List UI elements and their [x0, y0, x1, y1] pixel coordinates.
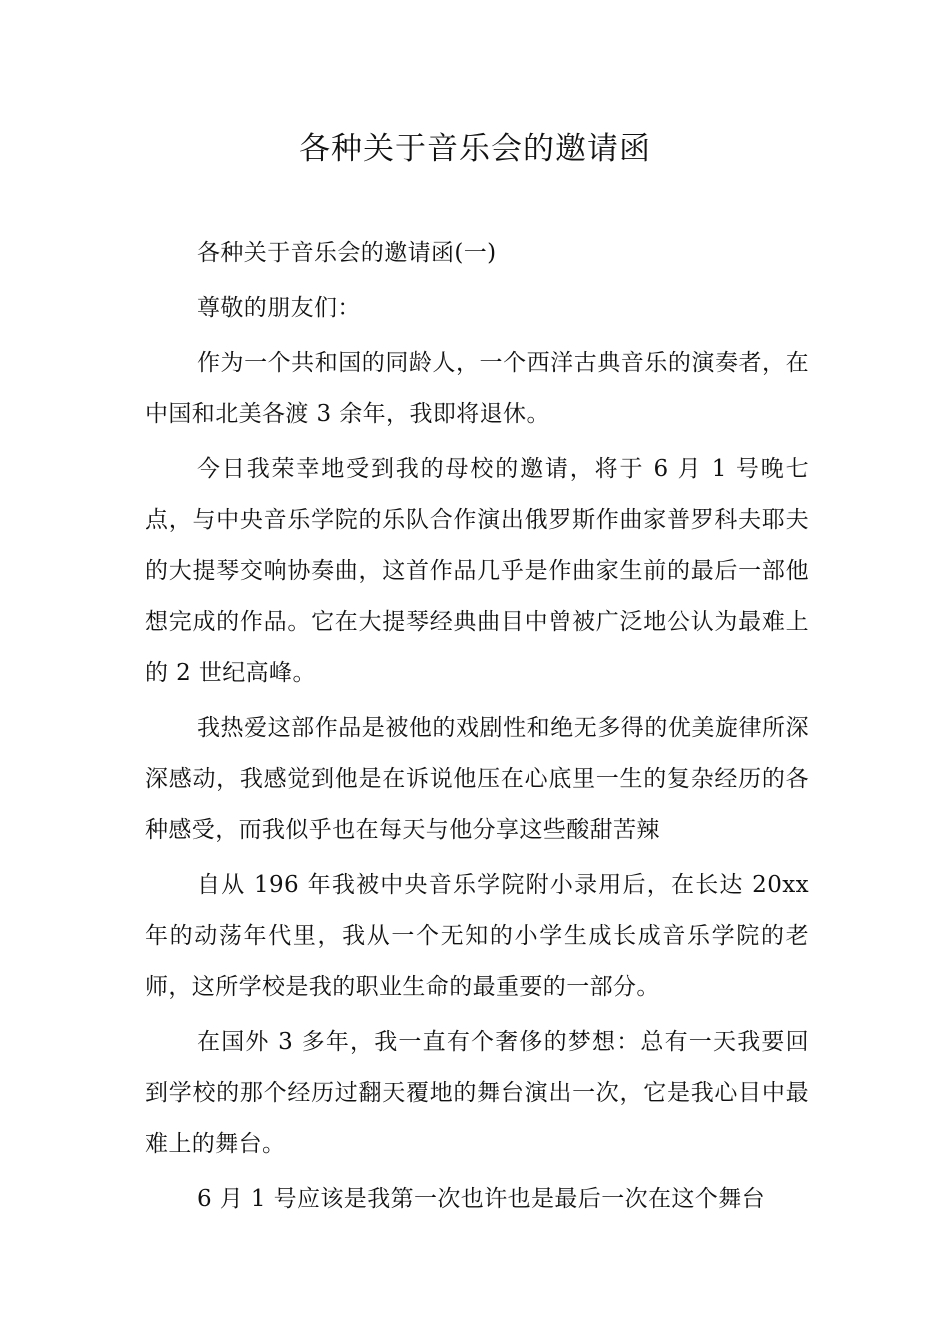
- paragraph-heading: 各种关于音乐会的邀请函(一): [197, 240, 497, 266]
- paragraph: 我热爱这部作品是被他的戏剧性和绝无多得的优美旋律所深深感动，我感觉到他是在诉说他压在心底里一生的复杂经历的各种感受，而我似乎也在每天与他分享这些酸甜苦辣: [145, 715, 809, 843]
- paragraph: 6 月 1 号应该是我第一次也许也是最后一次在这个舞台: [197, 1186, 765, 1212]
- document-title: 各种关于音乐会的邀请函: [299, 131, 651, 167]
- paragraph: 在国外 3 多年，我一直有个奢侈的梦想：总有一天我要回到学校的那个经历过翻天覆地的舞台演出一次，它是我心目中最难上的舞台。: [145, 1029, 809, 1157]
- paragraph: 今日我荣幸地受到我的母校的邀请，将于 6 月 1 号晚七点，与中央音乐学院的乐队合作演出俄罗斯作曲家普罗科夫耶夫的大提琴交响协奏曲，这首作品几乎是作曲家生前的最后一部他想完成的作品。它在大提琴经典曲目中曾被广泛地公认为最难上的 2 世纪高峰。: [145, 456, 809, 686]
- paragraph: 作为一个共和国的同龄人，一个西洋古典音乐的演奏者，在中国和北美各渡 3 余年，我即将退休。: [145, 350, 809, 427]
- document-body: [145, 228, 809, 1229]
- paragraph-salutation: 尊敬的朋友们：: [197, 295, 361, 321]
- paragraph: 自从 196 年我被中央音乐学院附小录用后，在长达 20xx 年的动荡年代里，我从一个无知的小学生成长成音乐学院的老师，这所学校是我的职业生命的最重要的一部分。: [145, 872, 809, 1000]
